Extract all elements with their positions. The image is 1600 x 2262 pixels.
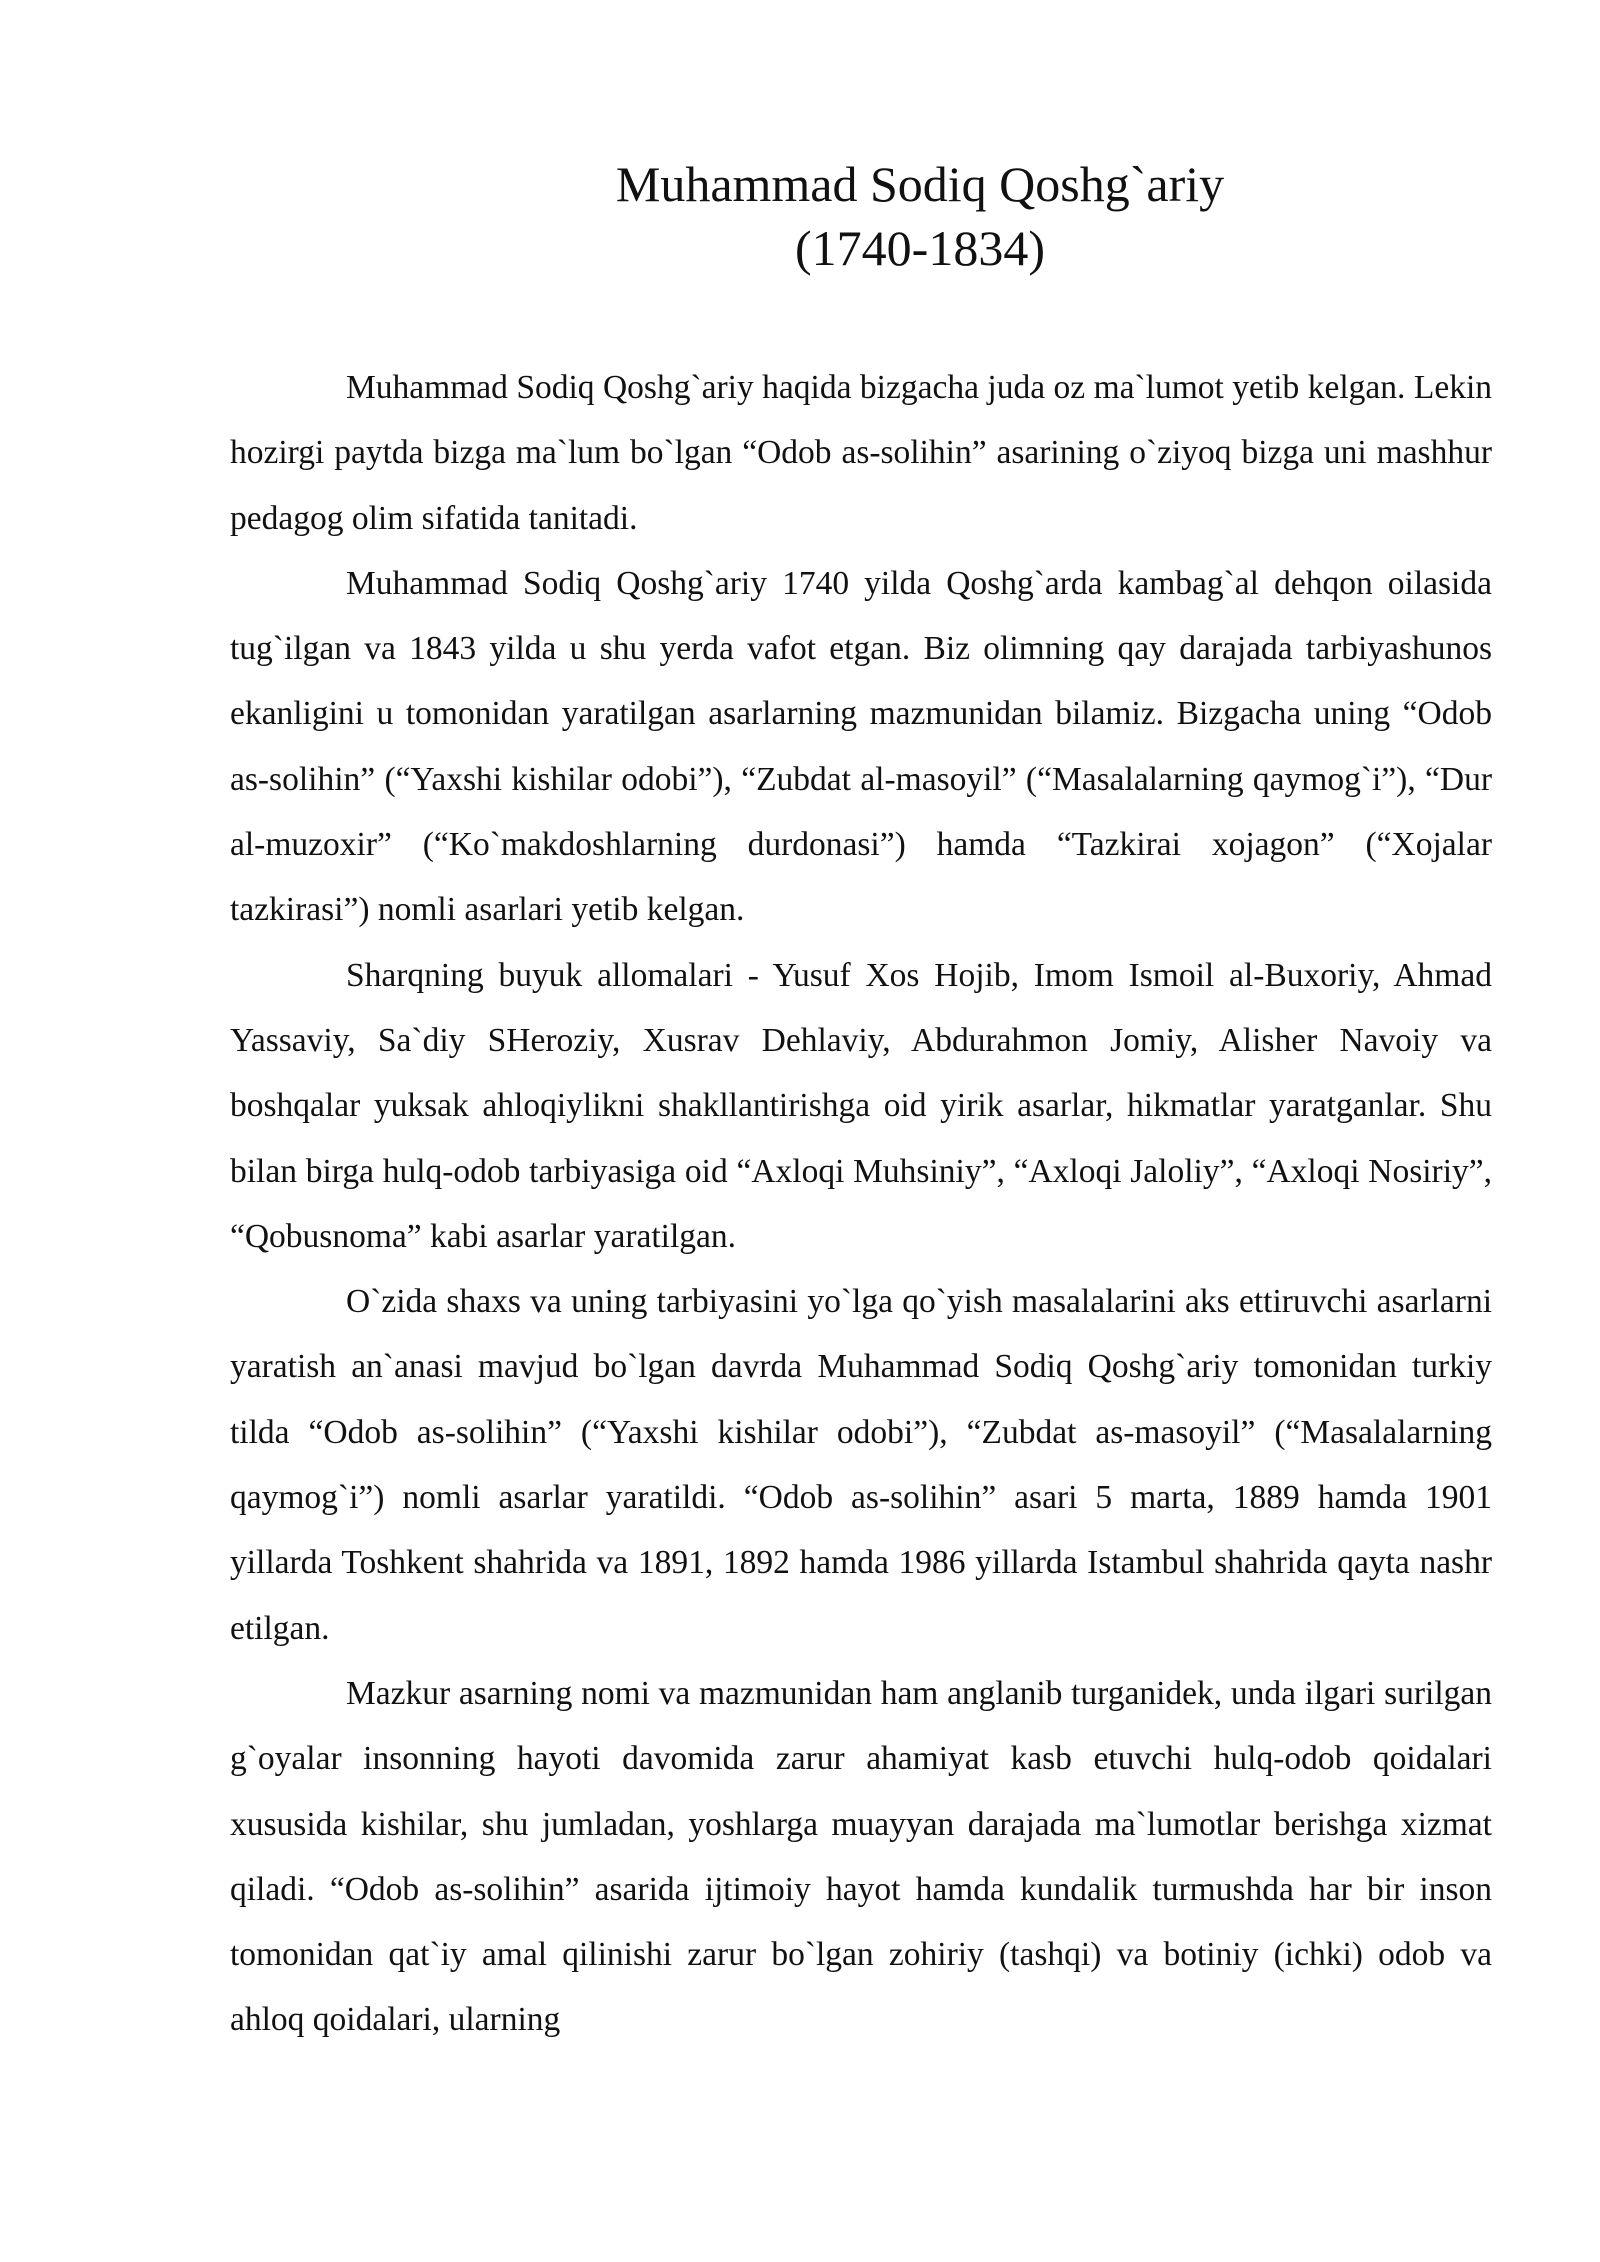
body-text xyxy=(230,355,1492,2053)
paragraph: Mazkur asarning nomi va mazmunidan ham anglanib turganidek, unda ilgari surilgan g`oyalar insonning hayoti davomida zarur ahamiyat kasb etuvchi hulq-odob qoidalari xususida kishilar, shu jumladan, yoshlarga muayyan darajada ma`lumotlar berishga xizmat qiladi. “Odob as-solihin” asarida ijtimoiy hayot hamda kundalik turmushda har bir inson tomonidan qat`iy amal qilinishi zarur bo`lgan zohiriy (tashqi) va botiniy (ichki) odob va ahloq qoidalari, ularning xyxy=(230,1674,1492,2039)
document-years: (1740-1834) xyxy=(795,220,1045,276)
paragraph: Muhammad Sodiq Qoshg`ariy 1740 yilda Qoshg`arda kambag`al dehqon oilasida tug`ilgan va 1843 yilda u shu yerda vafot etgan. Biz olimning qay darajada tarbiyashunos ekanligini u tomonidan yaratilgan asarlarning mazmunidan bilamiz. Bizgacha uning “Odob as-solihin” (“Yaxshi kishilar odobi”), “Zubdat al-masoyil” (“Masalalarning qaymog`i”), “Dur al-muzoxir” (“Ko`makdoshlarning durdonasi”) hamda “Tazkirai xojagon” (“Xojalar tazkirasi”) nomli asarlari yetib kelgan. xyxy=(230,564,1492,929)
paragraph: Muhammad Sodiq Qoshg`ariy haqida bizgacha juda oz ma`lumot yetib kelgan. Lekin hozirgi paytda bizga ma`lum bo`lgan “Odob as-solihin” asarining o`ziyoq bizga uni mashhur pedagog olim sifatida tanitadi. xyxy=(230,369,1492,537)
paragraph: Sharqning buyuk allomalari - Yusuf Xos Hojib, Imom Ismoil al-Buxoriy, Ahmad Yassaviy, Sa`diy SHeroziy, Xusrav Dehlaviy, Abdurahmon Jomiy, Alisher Navoiy va boshqalar yuksak ahloqiylikni shakllantirishga oid yirik asarlar, hikmatlar yaratganlar. Shu bilan birga hulq-odob tarbiyasiga oid “Axloqi Muhsiniy”, “Axloqi Jaloliy”, “Axloqi Nosiriy”, “Qobusnoma” kabi asarlar yaratilgan. xyxy=(230,956,1492,1255)
title-block xyxy=(230,152,1600,280)
paragraph: O`zida shaxs va uning tarbiyasini yo`lga qo`yish masalalarini aks ettiruvchi asarlarni yaratish an`anasi mavjud bo`lgan davrda Muhammad Sodiq Qoshg`ariy tomonidan turkiy tilda “Odob as-solihin” (“Yaxshi kishilar odobi”), “Zubdat as-masoyil” (“Masalalarning qaymog`i”) nomli asarlar yaratildi. “Odob as-solihin” asari 5 marta, 1889 hamda 1901 yillarda Toshkent shahrida va 1891, 1892 hamda 1986 yillarda Istambul shahrida qayta nashr etilgan. xyxy=(230,1283,1492,1647)
document-title: Muhammad Sodiq Qoshg`ariy xyxy=(615,156,1225,212)
